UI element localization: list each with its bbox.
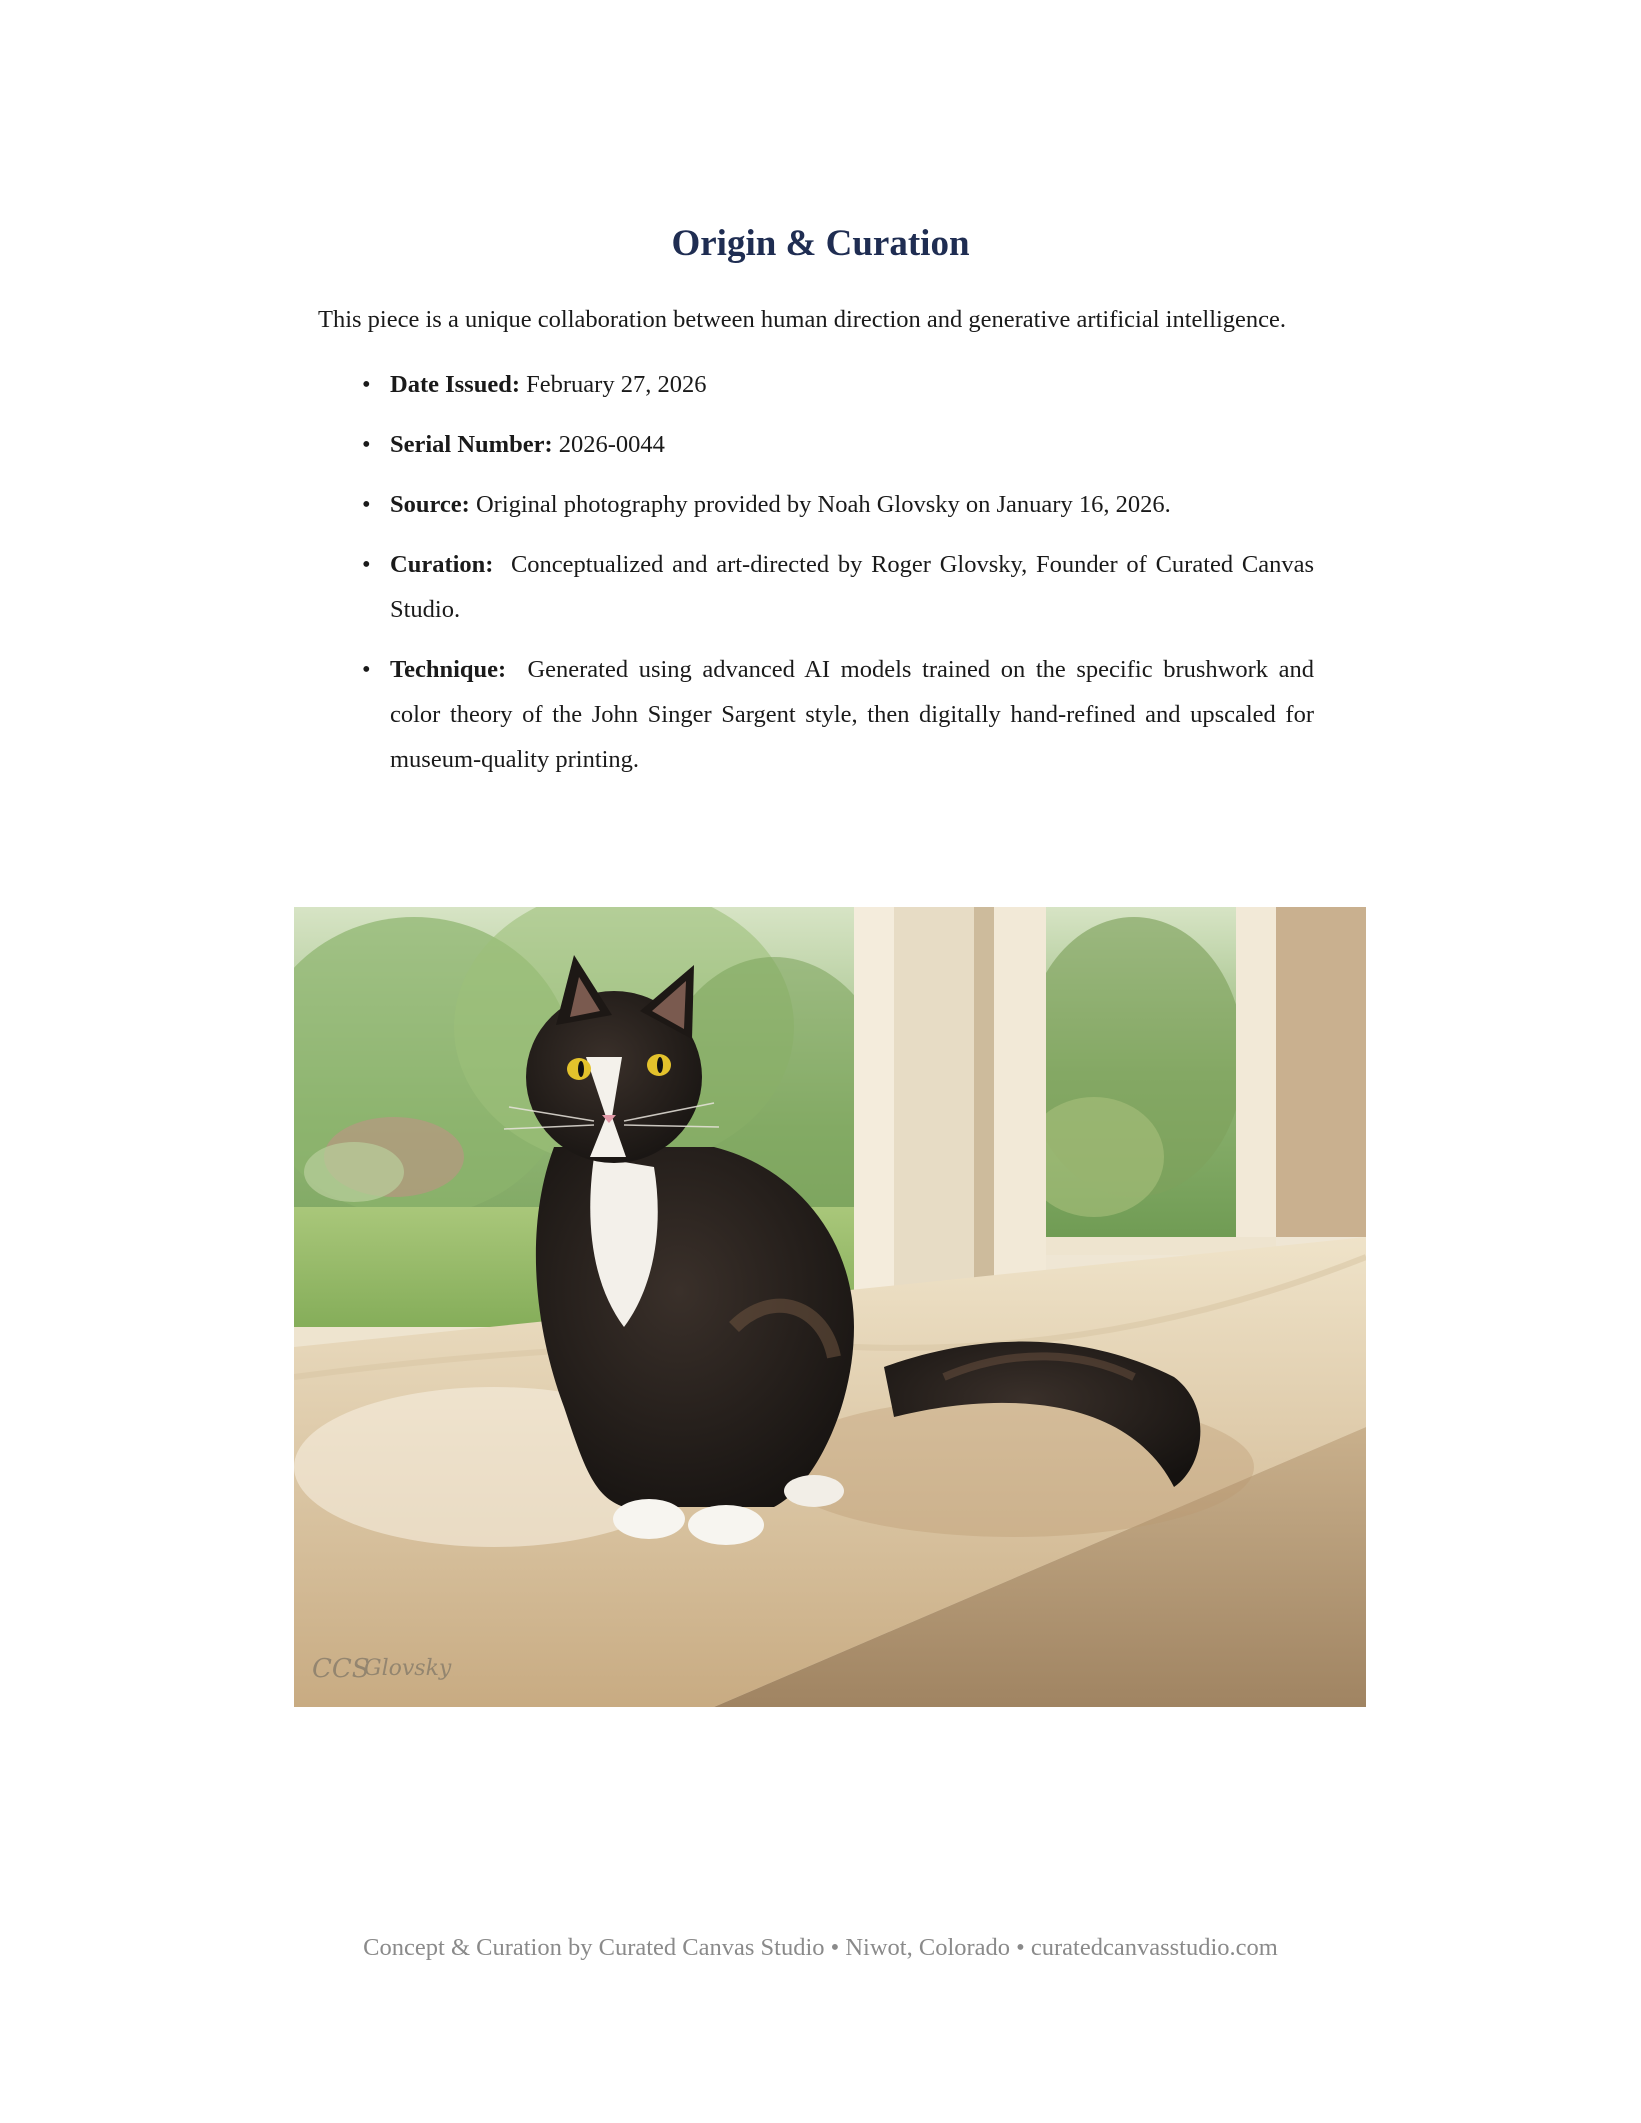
detail-label: Serial Number:: [390, 431, 553, 458]
cat-watercolor-artwork: [294, 907, 1366, 1707]
detail-technique: [358, 647, 1314, 782]
bullet-icon: •: [362, 656, 371, 683]
detail-label: Source:: [390, 491, 470, 518]
detail-source: [358, 482, 1314, 527]
detail-value: Original photography provided by Noah Glovsky on January 16, 2026.: [475, 491, 1171, 518]
intro-paragraph: This piece is a unique collaboration between human direction and generative artificial intelligence.: [318, 306, 1287, 333]
artist-signature: [312, 1654, 452, 1684]
detail-label: Technique:: [390, 656, 507, 683]
signature-monogram: CCS: [312, 1654, 370, 1684]
detail-value: Generated using advanced AI models trained on the specific brushwork and color theory of the John Singer Sargent style, then digitally hand-refined and upscaled for museum-quality printing.: [390, 656, 1314, 773]
detail-value: 2026-0044: [558, 431, 665, 458]
signature-name: Glovsky: [364, 1656, 452, 1681]
page-title: Origin & Curation: [671, 223, 970, 264]
detail-label: Curation:: [390, 551, 494, 578]
details-list: [358, 362, 1314, 797]
detail-curation: [358, 542, 1314, 632]
bullet-icon: •: [362, 371, 371, 398]
detail-value: February 27, 2026: [526, 371, 707, 398]
detail-value: Conceptualized and art-directed by Roger Glovsky, Founder of Curated Canvas Studio.: [390, 551, 1315, 623]
detail-date-issued: [358, 362, 1314, 407]
detail-serial-number: [358, 422, 1314, 467]
detail-label: Date Issued:: [390, 371, 520, 398]
page-footer: Concept & Curation by Curated Canvas Studio • Niwot, Colorado • curatedcanvasstudio.com: [363, 1934, 1278, 1961]
bullet-icon: •: [362, 491, 371, 518]
bullet-icon: •: [362, 551, 371, 578]
bullet-icon: •: [362, 431, 371, 458]
